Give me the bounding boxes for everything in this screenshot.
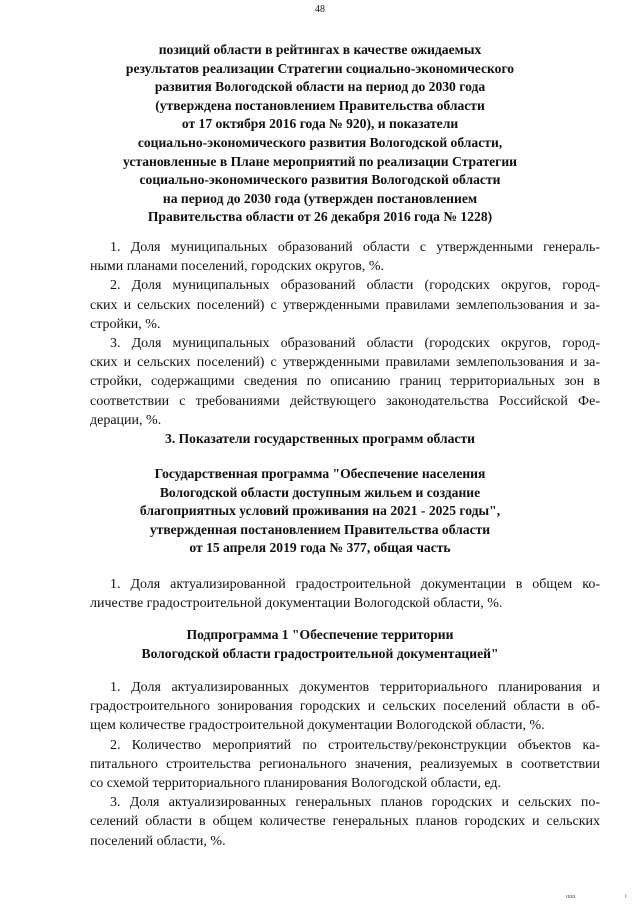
heading-line: от 15 апреля 2019 года № 377, общая часть (189, 540, 451, 556)
list-item (90, 238, 600, 276)
heading-line: Подпрограмма 1 "Обеспечение территории (186, 627, 454, 642)
list-item (90, 736, 600, 794)
list-item (90, 793, 600, 851)
heading-line: социально-экономического развития Вологодской области (139, 172, 501, 188)
section-program-indicators (90, 575, 600, 613)
heading-line: Государственная программа "Обеспечение населения (154, 466, 486, 481)
heading-line: благоприятных условий проживания на 2021 - 2025 годы", (139, 503, 501, 519)
text-line: градостроительного зонирования городских и сельских поселений области в об- (90, 699, 600, 715)
text-line: питального строительства регионального значения, реализуемых в соответствии (90, 756, 600, 772)
text-line: 1. Доля актуализированных документов территориального планирования и (110, 680, 600, 695)
text-line: 3. Доля актуализированных генеральных планов городских и сельских по- (110, 795, 600, 811)
list-item (90, 276, 600, 334)
text-line: стройки, %. (90, 316, 161, 332)
text-line: 2. Доля муниципальных образований области (городских округов, город- (110, 278, 600, 294)
text-line: соответствии с требованиями действующего законодательства Российской Фе- (90, 393, 600, 409)
section-municipal-indicators (90, 238, 600, 430)
text-line: со схемой территориального планирования Вологодской области, ед. (90, 776, 502, 792)
heading-line: Вологодской области градостроительной документацией" (141, 645, 499, 661)
list-item (90, 678, 600, 736)
heading-line: от 17 октября 2016 года № 920), и показатели (181, 116, 459, 132)
text-line: 3. Доля муниципальных образований области (городских округов, город- (110, 336, 600, 352)
text-line: 2. Количество мероприятий по строительству/реконструкции объектов ка- (110, 737, 600, 753)
heading-strategy-indicators (60, 41, 580, 227)
text-line: дерации, %. (90, 412, 162, 428)
text-line: личестве градостроительной документации Вологодской области, %. (90, 596, 503, 612)
heading-line: Вологодской области доступным жильем и создание (159, 484, 481, 500)
text-line: селений области в общем количестве генеральных планов городских и сельских (90, 814, 600, 830)
text-line: ными планами поселений, городских округов, %. (90, 259, 385, 275)
heading-line: социально-экономического развития Вологодской области, (137, 134, 503, 150)
heading-line: развития Вологодской области на период до 2030 года (154, 79, 486, 95)
text-line: ских и сельских поселений) с утвержденными правилами землепользования и за- (90, 355, 600, 371)
list-item (90, 575, 600, 613)
scan-mark-left: шш (566, 894, 576, 900)
heading-subprogram-1 (60, 626, 580, 663)
heading-line: результатов реализации Стратегии социально-экономического (125, 60, 515, 76)
page-number: 48 (315, 4, 325, 15)
heading-housing-program (60, 465, 580, 558)
heading-line: на период до 2030 года (утвержден постановлением (162, 190, 478, 206)
heading-line: (утверждена постановлением Правительства области (155, 97, 485, 113)
text-line: щем количестве градостроительной документации Вологодской области, %. (90, 718, 545, 734)
heading-line: позиций области в рейтингах в качестве ожидаемых (158, 42, 482, 57)
list-item (90, 334, 600, 430)
heading-line: установленные в Плане мероприятий по реализации Стратегии (122, 153, 518, 169)
heading-line: Правительства области от 26 декабря 2016 года № 1228) (147, 209, 493, 225)
heading-line: утвержденная постановлением Правительства области (149, 521, 491, 537)
heading-line: 3. Показатели государственных программ области (165, 431, 475, 446)
text-line: 1. Доля муниципальных образований области с утвержденными генераль- (110, 240, 600, 255)
text-line: поселений области, %. (90, 833, 226, 849)
section-subprogram-indicators (90, 678, 600, 851)
heading-state-programs (60, 430, 580, 449)
text-line: ских и сельских поселений) с утвержденными правилами землепользования и за- (90, 297, 600, 313)
text-line: стройки, содержащими сведения по описанию границ территориальных зон в (90, 374, 600, 390)
scan-mark-right: і (625, 894, 627, 900)
text-line: 1. Доля актуализированной градостроительной документации в общем ко- (110, 577, 600, 592)
